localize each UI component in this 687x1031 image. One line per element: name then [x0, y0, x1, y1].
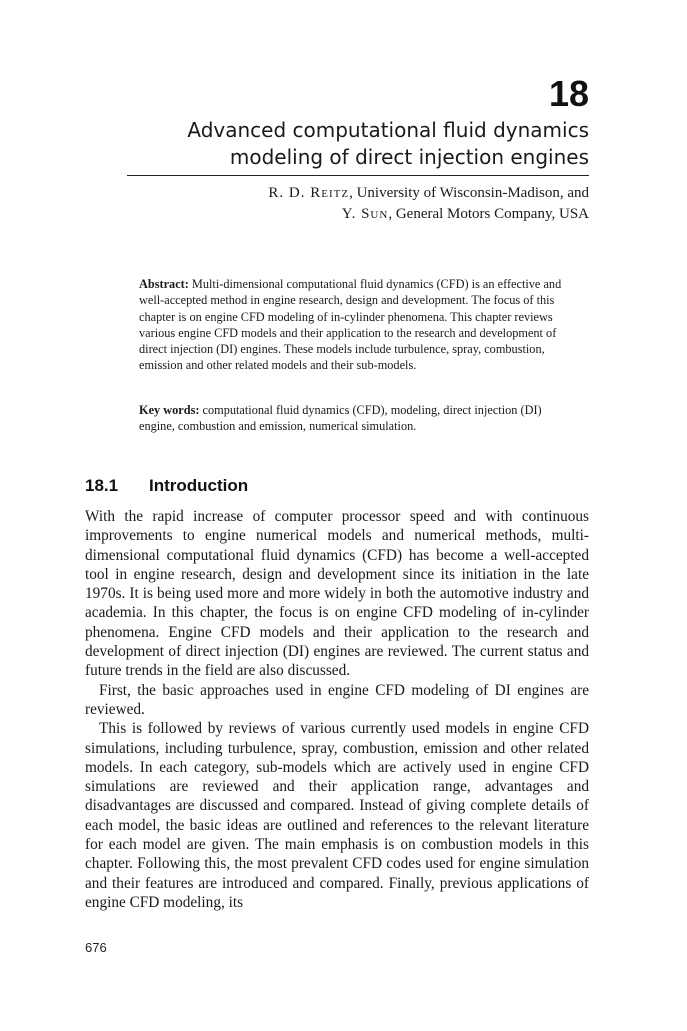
abstract-label: Abstract:	[139, 277, 189, 291]
section-number: 18.1	[85, 476, 119, 495]
body-text	[85, 507, 589, 912]
page-number: 676	[85, 940, 107, 955]
paragraph-1: With the rapid increase of computer processor speed and with continuous improvements to engine numerical models and numerical methods, multi-dimensional computational fluid dynamics (CFD) has become a well-accepted tool in engine research, design and development since its initiation in the late 1970s. It is being used more and more widely in both the automotive industry and academia. In this chapter, the focus is on engine CFD modeling of in-cylinder phenomena. Engine CFD models and their application to the research and development of direct injection (DI) engines are reviewed. The current status and future trends in the field are also discussed.	[85, 508, 589, 680]
chapter-title	[109, 117, 589, 171]
paragraph-2: First, the basic approaches used in engine CFD modeling of DI engines are reviewed.	[85, 681, 589, 718]
section-title: Introduction	[149, 476, 249, 495]
keywords-label: Key words:	[139, 403, 200, 417]
author-name-sun: Y. Sun	[341, 206, 389, 222]
section-heading	[85, 475, 248, 497]
author-line-1	[129, 183, 589, 204]
keywords-text: computational fluid dynamics (CFD), modeling, direct injection (DI) engine, combustion and emission, numerical simulation.	[139, 403, 542, 434]
keywords	[139, 402, 577, 435]
author-line-2	[129, 204, 589, 225]
author-block	[129, 183, 589, 225]
title-divider	[127, 175, 589, 176]
author-affiliation-1: , University of Wisconsin-Madison, and	[349, 185, 589, 201]
chapter-title-line-1: Advanced computational fluid dynamics	[187, 118, 589, 142]
abstract-text: Multi-dimensional computational fluid dynamics (CFD) is an effective and well-accepted method in engine research, design and development. The focus of this chapter is on engine CFD modeling of in-cylinder phenomena. This chapter reviews various engine CFD models and their application to the research and development of direct injection (DI) engines. These models include turbulence, spray, combustion, emission and other related models and their sub-models.	[139, 277, 562, 373]
author-affiliation-2: , General Motors Company, USA	[388, 206, 589, 222]
chapter-number: 18	[548, 73, 589, 114]
author-name-reitz: R. D. Reitz	[268, 185, 350, 201]
paragraph-3: This is followed by reviews of various currently used models in engine CFD simulations, including turbulence, spray, combustion, emission and other related models. In each category, sub-models which are actively used in engine CFD simulations are reviewed and their application range, advantages and disadvantages are discussed and compared. Instead of giving complete details of each model, the basic ideas are outlined and references to the relevant literature for each model are given. The main emphasis is on combustion models in this chapter. Following this, the most prevalent CFD codes used for engine simulation and their features are introduced and compared. Finally, previous applications of engine CFD modeling, its	[85, 720, 589, 911]
abstract	[139, 276, 577, 374]
chapter-title-line-2: modeling of direct injection engines	[229, 145, 589, 169]
